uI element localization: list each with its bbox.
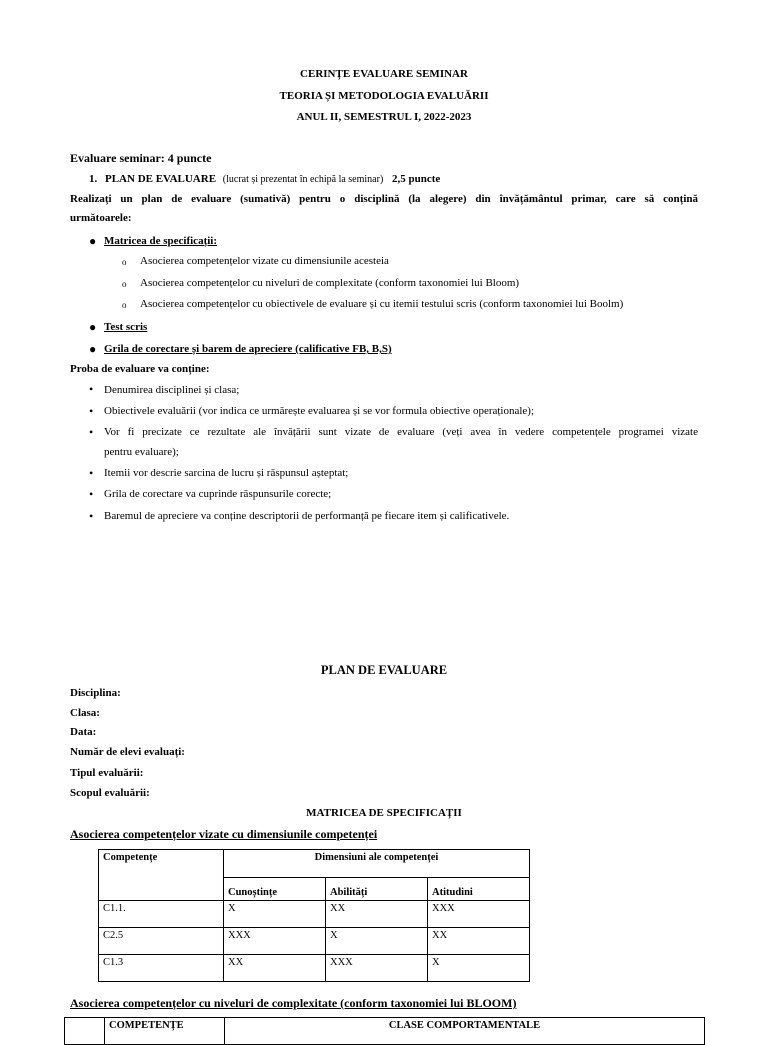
table-cell: XX — [224, 955, 326, 982]
table-cell: XX — [428, 928, 530, 955]
bullet-icon: • — [89, 404, 94, 418]
item-points: 2,5 puncte — [392, 173, 441, 185]
grid-label: Grila de corectare și barem de apreciere (calificative FB, B,S) — [104, 343, 392, 355]
table-cell: X — [428, 955, 530, 982]
table-header-row — [65, 1018, 705, 1045]
table-cell: XXX — [224, 928, 326, 955]
bloom-complexity-table — [64, 1017, 705, 1045]
circle-bullet-icon: o — [122, 257, 127, 267]
table-cell: X — [326, 928, 428, 955]
table-cell — [65, 1018, 105, 1045]
bullet-icon: • — [89, 487, 94, 501]
matrix-subitem: Asocierea competențelor vizate cu dimensiunile acesteia — [140, 255, 389, 267]
table-row — [99, 928, 530, 955]
plan-field-clasa: Clasa: — [70, 707, 100, 719]
table-cell: XXX — [326, 955, 428, 982]
bullet-icon: • — [89, 382, 94, 396]
header-line-3: ANUL II, SEMESTRUL I, 2022-2023 — [296, 111, 472, 123]
table-cell: XX — [326, 901, 428, 928]
table-cell: X — [224, 901, 326, 928]
item-number: 1. — [89, 173, 98, 185]
item-title: PLAN DE EVALUARE — [105, 173, 217, 185]
test-label: Test scris — [104, 321, 148, 333]
bullet-icon: • — [89, 509, 94, 523]
header-line-1: CERINȚE EVALUARE SEMINAR — [300, 68, 468, 80]
bullet-icon: ● — [89, 342, 97, 356]
proba-title: Proba de evaluare va conține: — [70, 363, 210, 375]
matrix-subitem: Asocierea competențelor cu niveluri de complexitate (conform taxonomiei lui Bloom) — [140, 277, 520, 289]
header-dimensiuni: Dimensiuni ale competenței — [224, 850, 530, 878]
proba-item: Obiectivele evaluării (vor indica ce urmărește evaluarea și se vor formula obiective operaționale); — [104, 405, 535, 417]
plan-field-scopul: Scopul evaluării: — [70, 787, 150, 799]
table-header-row — [99, 850, 530, 878]
competence-dimensions-table — [98, 849, 530, 982]
section1-title: Asocierea competențelor vizate cu dimensiunile competenței — [70, 827, 378, 841]
plan-field-disciplina: Disciplina: — [70, 687, 121, 699]
table-cell: XXX — [428, 901, 530, 928]
table-cell: C1.1. — [99, 901, 224, 928]
matrix-subitem: Asocierea competențelor cu obiectivele de evaluare și cu itemii testului scris (conform taxonomiei lui Boolm) — [140, 298, 624, 310]
table-cell: C1.3 — [99, 955, 224, 982]
section2-title: Asocierea competențelor cu niveluri de complexitate (conform taxonomiei lui BLOOM) — [70, 996, 517, 1010]
proba-item: Vor fi precizate ce rezultate ale învățării sunt vizate de evaluare (veți avea în vedere competențele programei vizate — [104, 426, 698, 438]
header-atitudini: Atitudini — [428, 877, 530, 900]
table-row — [99, 901, 530, 928]
table-cell: C2.5 — [99, 928, 224, 955]
proba-item: Itemii vor descrie sarcina de lucru și răspunsul așteptat; — [104, 467, 349, 479]
bullet-icon: ● — [89, 320, 97, 334]
matrix-title: MATRICEA DE SPECIFICAȚII — [306, 807, 462, 819]
instruction-line-1: Realizați un plan de evaluare (sumativă) pentru o disciplină (la alegere) din învățământul primar, care să conțină — [70, 193, 698, 205]
plan-field-data: Data: — [70, 726, 97, 738]
bullet-icon: • — [89, 466, 94, 480]
plan-field-tipul: Tipul evaluării: — [70, 767, 144, 779]
header-abilitati: Abilități — [326, 877, 428, 900]
header-cunostinte: Cunoștințe — [224, 877, 326, 900]
seminar-score: Evaluare seminar: 4 puncte — [70, 151, 212, 165]
header-competente: COMPETENȚE — [105, 1018, 225, 1045]
item-note: (lucrat și prezentat în echipă la seminar) — [222, 174, 384, 185]
circle-bullet-icon: o — [122, 279, 127, 289]
bullet-icon: ● — [89, 234, 97, 248]
header-line-2: TEORIA ȘI METODOLOGIA EVALUĂRII — [279, 90, 489, 102]
header-clase-comportamentale: CLASE COMPORTAMENTALE — [225, 1018, 705, 1045]
proba-item: Baremul de apreciere va conține descriptorii de performanță pe fiecare item și calificativele. — [104, 510, 510, 522]
table-row — [99, 955, 530, 982]
plan-title: PLAN DE EVALUARE — [320, 663, 448, 677]
plan-field-numar-elevi: Număr de elevi evaluați: — [70, 746, 185, 758]
proba-item: Denumirea disciplinei și clasa; — [104, 384, 240, 396]
header-competente: Competențe — [99, 850, 224, 901]
circle-bullet-icon: o — [122, 300, 127, 310]
proba-item: Grila de corectare va cuprinde răspunsurile corecte; — [104, 488, 332, 500]
matrix-label: Matricea de specificații: — [104, 235, 218, 247]
item-line — [105, 173, 440, 187]
bullet-icon: • — [89, 425, 94, 439]
proba-item-continuation: pentru evaluare); — [104, 446, 179, 458]
instruction-line-2: următoarele: — [70, 212, 132, 224]
